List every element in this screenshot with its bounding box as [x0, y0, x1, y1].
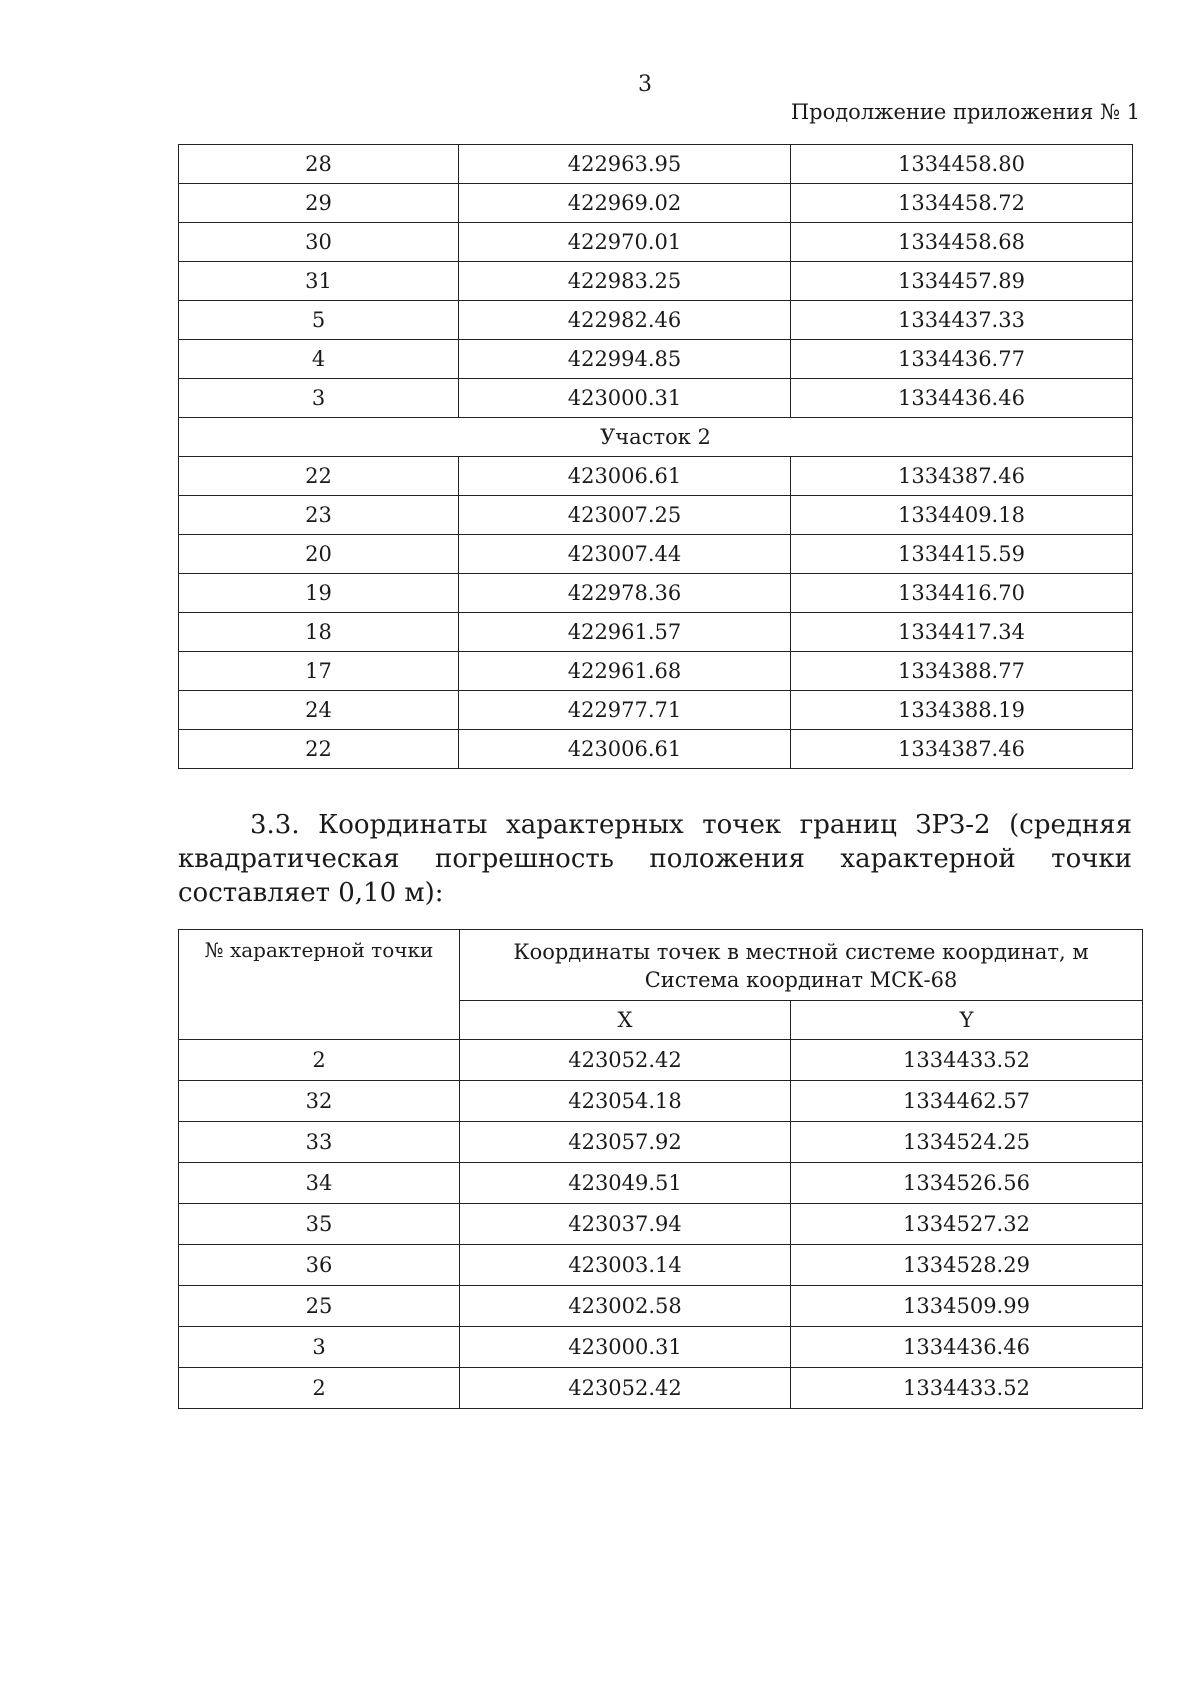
x-coordinate-cell: 422970.01 [459, 223, 791, 262]
page-number: 3 [638, 72, 652, 97]
point-number-cell: 33 [179, 1122, 460, 1163]
y-coordinate-cell: 1334436.77 [791, 340, 1133, 379]
header-coordinates-line2: Система координат МСК-68 [644, 968, 958, 992]
point-number-cell: 3 [179, 1327, 460, 1368]
y-coordinate-cell: 1334436.46 [791, 379, 1133, 418]
section-row [179, 418, 1133, 457]
table1-rows-part-a [179, 145, 1133, 418]
y-coordinate-cell: 1334433.52 [791, 1368, 1143, 1409]
header-coordinates-line1: Координаты точек в местной системе координат, м [513, 940, 1089, 964]
x-coordinate-cell: 422969.02 [459, 184, 791, 223]
x-coordinate-cell: 423000.31 [459, 379, 791, 418]
x-coordinate-cell: 422983.25 [459, 262, 791, 301]
table-row [179, 379, 1133, 418]
x-coordinate-cell: 422963.95 [459, 145, 791, 184]
point-number-cell: 29 [179, 184, 459, 223]
header-point-number: № характерной точки [179, 930, 460, 1040]
table2-rows [179, 1040, 1143, 1409]
table-row [179, 730, 1133, 769]
x-coordinate-cell: 423007.25 [459, 496, 791, 535]
y-coordinate-cell: 1334388.77 [791, 652, 1133, 691]
point-number-cell: 32 [179, 1081, 460, 1122]
point-number-cell: 2 [179, 1368, 460, 1409]
point-number-cell: 22 [179, 457, 459, 496]
section-label: Участок 2 [179, 418, 1133, 457]
table-row [179, 613, 1133, 652]
table-row [179, 1122, 1143, 1163]
x-coordinate-cell: 423007.44 [459, 535, 791, 574]
table1-rows-part-b [179, 457, 1133, 769]
x-coordinate-cell: 423000.31 [460, 1327, 791, 1368]
point-number-cell: 34 [179, 1163, 460, 1204]
table-row [179, 1163, 1143, 1204]
y-coordinate-cell: 1334436.46 [791, 1327, 1143, 1368]
y-coordinate-cell: 1334387.46 [791, 457, 1133, 496]
table-row [179, 340, 1133, 379]
x-coordinate-cell: 422961.57 [459, 613, 791, 652]
y-coordinate-cell: 1334433.52 [791, 1040, 1143, 1081]
y-coordinate-cell: 1334457.89 [791, 262, 1133, 301]
x-coordinate-cell: 423002.58 [460, 1286, 791, 1327]
point-number-cell: 2 [179, 1040, 460, 1081]
coordinates-table-zrz-2 [178, 929, 1143, 1409]
table-row [179, 1245, 1143, 1286]
table-row [179, 1204, 1143, 1245]
x-coordinate-cell: 423049.51 [460, 1163, 791, 1204]
y-coordinate-cell: 1334526.56 [791, 1163, 1143, 1204]
x-coordinate-cell: 423054.18 [460, 1081, 791, 1122]
point-number-cell: 4 [179, 340, 459, 379]
table1-section-row [179, 418, 1133, 457]
y-coordinate-cell: 1334437.33 [791, 301, 1133, 340]
table-row [179, 1327, 1143, 1368]
table-row [179, 145, 1133, 184]
table2-header-row [179, 930, 1143, 1001]
table-row [179, 301, 1133, 340]
x-coordinate-cell: 422961.68 [459, 652, 791, 691]
x-coordinate-cell: 422978.36 [459, 574, 791, 613]
header-x: X [460, 1001, 791, 1040]
y-coordinate-cell: 1334509.99 [791, 1286, 1143, 1327]
y-coordinate-cell: 1334417.34 [791, 613, 1133, 652]
point-number-cell: 28 [179, 145, 459, 184]
x-coordinate-cell: 423052.42 [460, 1368, 791, 1409]
point-number-cell: 18 [179, 613, 459, 652]
y-coordinate-cell: 1334458.80 [791, 145, 1133, 184]
y-coordinate-cell: 1334416.70 [791, 574, 1133, 613]
point-number-cell: 36 [179, 1245, 460, 1286]
point-number-cell: 23 [179, 496, 459, 535]
point-number-cell: 25 [179, 1286, 460, 1327]
continuation-label: Продолжение приложения № 1 [790, 100, 1140, 124]
y-coordinate-cell: 1334528.29 [791, 1245, 1143, 1286]
table-row [179, 1081, 1143, 1122]
point-number-cell: 22 [179, 730, 459, 769]
x-coordinate-cell: 423037.94 [460, 1204, 791, 1245]
x-coordinate-cell: 423006.61 [459, 730, 791, 769]
table-row [179, 1040, 1143, 1081]
point-number-cell: 17 [179, 652, 459, 691]
y-coordinate-cell: 1334458.68 [791, 223, 1133, 262]
x-coordinate-cell: 423003.14 [460, 1245, 791, 1286]
y-coordinate-cell: 1334527.32 [791, 1204, 1143, 1245]
y-coordinate-cell: 1334524.25 [791, 1122, 1143, 1163]
table-row [179, 1368, 1143, 1409]
point-number-cell: 3 [179, 379, 459, 418]
y-coordinate-cell: 1334462.57 [791, 1081, 1143, 1122]
point-number-cell: 19 [179, 574, 459, 613]
table-row [179, 652, 1133, 691]
point-number-cell: 30 [179, 223, 459, 262]
table-row [179, 574, 1133, 613]
y-coordinate-cell: 1334388.19 [791, 691, 1133, 730]
point-number-cell: 5 [179, 301, 459, 340]
x-coordinate-cell: 422994.85 [459, 340, 791, 379]
table-row [179, 496, 1133, 535]
table-row [179, 457, 1133, 496]
coordinates-table-zrz-1 [178, 144, 1133, 769]
paragraph-text: 3.3. Координаты характерных точек границ ЗРЗ-2 (средняя квадратическая погрешность положения характерной точки составляет 0,10 м): [178, 810, 1132, 908]
section-paragraph [178, 808, 1132, 910]
header-y: Y [791, 1001, 1143, 1040]
table-row [179, 1286, 1143, 1327]
table-row [179, 691, 1133, 730]
point-number-cell: 20 [179, 535, 459, 574]
point-number-cell: 24 [179, 691, 459, 730]
table-row [179, 223, 1133, 262]
y-coordinate-cell: 1334458.72 [791, 184, 1133, 223]
table-row [179, 184, 1133, 223]
x-coordinate-cell: 422977.71 [459, 691, 791, 730]
x-coordinate-cell: 422982.46 [459, 301, 791, 340]
point-number-cell: 35 [179, 1204, 460, 1245]
table-row [179, 262, 1133, 301]
x-coordinate-cell: 423057.92 [460, 1122, 791, 1163]
y-coordinate-cell: 1334415.59 [791, 535, 1133, 574]
y-coordinate-cell: 1334387.46 [791, 730, 1133, 769]
x-coordinate-cell: 423052.42 [460, 1040, 791, 1081]
table-row [179, 535, 1133, 574]
header-coordinates [460, 930, 1143, 1001]
x-coordinate-cell: 423006.61 [459, 457, 791, 496]
y-coordinate-cell: 1334409.18 [791, 496, 1133, 535]
point-number-cell: 31 [179, 262, 459, 301]
